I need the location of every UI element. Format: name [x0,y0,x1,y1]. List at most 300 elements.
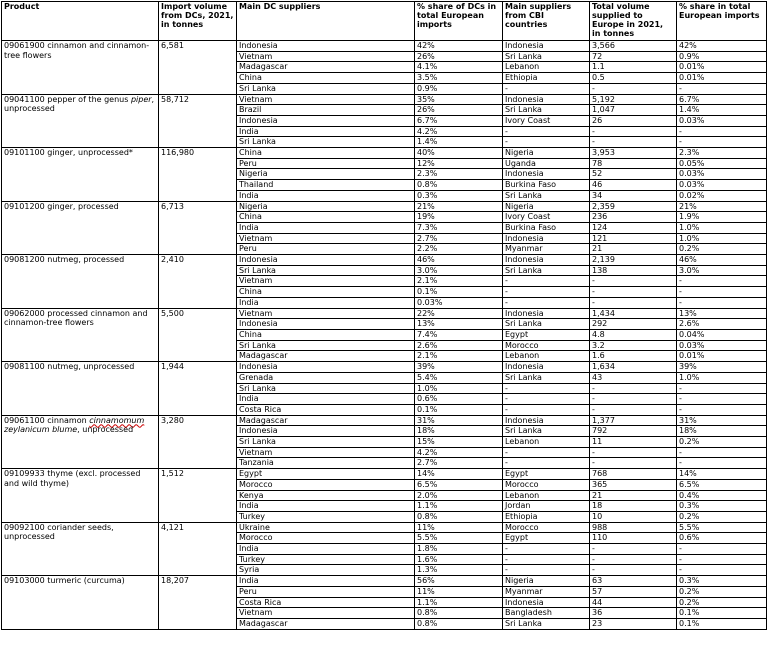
total-volume-cell: - [590,137,677,148]
total-volume-cell: 3,566 [590,41,677,52]
cbi-supplier-cell: Myanmar [503,586,590,597]
share-cell: 1.0% [677,222,767,233]
dc-share-cell: 0.8% [415,618,503,629]
dc-share-cell: 1.3% [415,565,503,576]
total-volume-cell: 11 [590,437,677,448]
dc-share-cell: 46% [415,255,503,266]
share-cell: 14% [677,469,767,480]
dc-share-cell: 42% [415,41,503,52]
dc-share-cell: 56% [415,576,503,587]
dc-share-cell: 11% [415,522,503,533]
total-volume-cell: - [590,544,677,555]
cbi-supplier-cell: Ethiopia [503,73,590,84]
total-volume-cell: - [590,404,677,415]
dc-share-cell: 40% [415,148,503,159]
dc-share-cell: 15% [415,437,503,448]
total-volume-cell: 292 [590,319,677,330]
dc-share-cell: 0.03% [415,297,503,308]
total-volume-cell: 2,139 [590,255,677,266]
dc-share-cell: 2.1% [415,351,503,362]
cbi-supplier-cell: - [503,554,590,565]
dc-share-cell: 0.8% [415,608,503,619]
cbi-supplier-cell: Sri Lanka [503,319,590,330]
share-cell: 3.0% [677,265,767,276]
cbi-supplier-cell: Egypt [503,469,590,480]
cbi-supplier-cell: Lebanon [503,351,590,362]
cbi-supplier-cell: Indonesia [503,233,590,244]
cbi-supplier-cell: Nigeria [503,576,590,587]
product-text: 09061100 cinnamon [4,415,90,425]
dc-supplier-cell: Nigeria [237,169,415,180]
total-volume-cell: 792 [590,426,677,437]
dc-supplier-cell: Syria [237,565,415,576]
dc-share-cell: 4.2% [415,447,503,458]
cbi-supplier-cell: Indonesia [503,415,590,426]
dc-supplier-cell: Peru [237,244,415,255]
product-text: , unprocessed [77,425,134,435]
header-dc-share: % share of DCs in total European imports [415,2,503,41]
total-volume-cell: - [590,394,677,405]
dc-supplier-cell: Indonesia [237,426,415,437]
cbi-supplier-cell: - [503,394,590,405]
product-cell [2,362,159,416]
dc-share-cell: 1.8% [415,544,503,555]
dc-supplier-cell: India [237,126,415,137]
dc-supplier-cell: Egypt [237,469,415,480]
total-volume-cell: 34 [590,190,677,201]
share-cell: 0.4% [677,490,767,501]
cbi-supplier-cell: Indonesia [503,308,590,319]
cbi-supplier-cell: Uganda [503,158,590,169]
total-volume-cell: 63 [590,576,677,587]
total-volume-cell: 365 [590,479,677,490]
cbi-supplier-cell: Sri Lanka [503,372,590,383]
product-text: 09103000 turmeric (curcuma) [4,576,125,586]
product-text: piper [130,94,152,104]
product-cell [2,201,159,255]
dc-share-cell: 0.1% [415,404,503,415]
total-volume-cell: 23 [590,618,677,629]
dc-share-cell: 0.9% [415,83,503,94]
dc-share-cell: 3.5% [415,73,503,84]
total-volume-cell: - [590,126,677,137]
cbi-supplier-cell: - [503,137,590,148]
cbi-supplier-cell: - [503,297,590,308]
cbi-supplier-cell: - [503,544,590,555]
product-text: 09109933 thyme (excl. processed and wild thyme) [4,469,141,488]
header-import-volume: Import volume from DCs, 2021, in tonnes [159,2,237,41]
dc-supplier-cell: India [237,297,415,308]
dc-share-cell: 26% [415,105,503,116]
table-row [2,522,767,533]
dc-share-cell: 1.1% [415,501,503,512]
import-volume-cell: 4,121 [159,522,237,576]
total-volume-cell: 124 [590,222,677,233]
share-cell: - [677,383,767,394]
share-cell: 0.03% [677,180,767,191]
cbi-supplier-cell: Indonesia [503,597,590,608]
share-cell: - [677,458,767,469]
cbi-supplier-cell: - [503,458,590,469]
header-share-total: % share in total European imports [677,2,767,41]
cbi-supplier-cell: Ivory Coast [503,115,590,126]
product-text: 09101200 ginger, processed [4,201,119,211]
product-cell [2,255,159,309]
dc-supplier-cell: Tanzania [237,458,415,469]
share-cell: - [677,394,767,405]
cbi-supplier-cell: Indonesia [503,255,590,266]
share-cell: - [677,554,767,565]
import-volume-cell: 1,944 [159,362,237,416]
dc-supplier-cell: Costa Rica [237,597,415,608]
dc-share-cell: 11% [415,586,503,597]
dc-supplier-cell: India [237,576,415,587]
dc-supplier-cell: Sri Lanka [237,437,415,448]
total-volume-cell: 3,953 [590,148,677,159]
cbi-supplier-cell: - [503,565,590,576]
import-volume-cell: 6,581 [159,41,237,95]
share-cell: 0.03% [677,115,767,126]
dc-share-cell: 6.5% [415,479,503,490]
cbi-supplier-cell: - [503,447,590,458]
dc-supplier-cell: Sri Lanka [237,340,415,351]
total-volume-cell: - [590,383,677,394]
product-text: 09092100 coriander seeds, unprocessed [4,522,114,542]
table-row [2,148,767,159]
dc-supplier-cell: Indonesia [237,41,415,52]
cbi-supplier-cell: Sri Lanka [503,265,590,276]
cbi-supplier-cell: Egypt [503,533,590,544]
dc-supplier-cell: Peru [237,586,415,597]
total-volume-cell: 3.2 [590,340,677,351]
product-text: 09061900 cinnamon and cinnamon-tree flowers [4,41,150,60]
dc-share-cell: 2.1% [415,276,503,287]
cbi-supplier-cell: Ivory Coast [503,212,590,223]
dc-share-cell: 2.7% [415,233,503,244]
header-total-volume: Total volume supplied to Europe in 2021, in tonnes [590,2,677,41]
cbi-supplier-cell: Nigeria [503,201,590,212]
dc-share-cell: 4.1% [415,62,503,73]
cbi-supplier-cell: - [503,383,590,394]
dc-supplier-cell: Sri Lanka [237,83,415,94]
dc-supplier-cell: India [237,190,415,201]
dc-share-cell: 2.7% [415,458,503,469]
dc-supplier-cell: Madagascar [237,62,415,73]
cbi-supplier-cell: Sri Lanka [503,618,590,629]
dc-supplier-cell: Morocco [237,533,415,544]
dc-supplier-cell: Brazil [237,105,415,116]
cbi-supplier-cell: Nigeria [503,148,590,159]
share-cell: 13% [677,308,767,319]
share-cell: - [677,287,767,298]
total-volume-cell: 26 [590,115,677,126]
dc-supplier-cell: Madagascar [237,618,415,629]
cbi-supplier-cell: Burkina Faso [503,180,590,191]
dc-supplier-cell: Sri Lanka [237,265,415,276]
share-cell: - [677,565,767,576]
share-cell: 0.1% [677,618,767,629]
total-volume-cell: 4.8 [590,329,677,340]
cbi-supplier-cell: Lebanon [503,62,590,73]
share-cell: 0.2% [677,244,767,255]
product-cell [2,469,159,523]
dc-share-cell: 7.4% [415,329,503,340]
share-cell: 0.3% [677,576,767,587]
share-cell: 0.05% [677,158,767,169]
cbi-supplier-cell: - [503,404,590,415]
share-cell: 1.0% [677,233,767,244]
dc-share-cell: 2.6% [415,340,503,351]
total-volume-cell: 36 [590,608,677,619]
share-cell: 39% [677,362,767,373]
total-volume-cell: 43 [590,372,677,383]
total-volume-cell: 72 [590,51,677,62]
share-cell: - [677,447,767,458]
total-volume-cell: - [590,447,677,458]
dc-supplier-cell: Kenya [237,490,415,501]
dc-supplier-cell: Vietnam [237,308,415,319]
dc-share-cell: 21% [415,201,503,212]
dc-supplier-cell: Thailand [237,180,415,191]
table-row [2,255,767,266]
dc-share-cell: 2.3% [415,169,503,180]
table-row [2,308,767,319]
table-row [2,576,767,587]
dc-supplier-cell: Indonesia [237,115,415,126]
share-cell: - [677,83,767,94]
cbi-supplier-cell: Indonesia [503,41,590,52]
import-volume-cell: 1,512 [159,469,237,523]
product-cell [2,308,159,362]
spice-imports-table [1,1,767,630]
dc-supplier-cell: Vietnam [237,447,415,458]
cbi-supplier-cell: Sri Lanka [503,190,590,201]
import-volume-cell: 116,980 [159,148,237,202]
product-text: 09041100 pepper of the genus [4,94,131,104]
cbi-supplier-cell: Morocco [503,340,590,351]
dc-supplier-cell: Vietnam [237,94,415,105]
cbi-supplier-cell: - [503,83,590,94]
dc-supplier-cell: Grenada [237,372,415,383]
total-volume-cell: - [590,83,677,94]
share-cell: 18% [677,426,767,437]
import-volume-cell: 18,207 [159,576,237,630]
dc-share-cell: 1.1% [415,597,503,608]
total-volume-cell: 44 [590,597,677,608]
cbi-supplier-cell: Burkina Faso [503,222,590,233]
product-cell [2,94,159,148]
dc-supplier-cell: Indonesia [237,255,415,266]
dc-supplier-cell: India [237,222,415,233]
share-cell: 5.5% [677,522,767,533]
dc-supplier-cell: Madagascar [237,351,415,362]
share-cell: 0.6% [677,533,767,544]
dc-share-cell: 18% [415,426,503,437]
dc-share-cell: 1.6% [415,554,503,565]
dc-supplier-cell: Sri Lanka [237,383,415,394]
dc-supplier-cell: Vietnam [237,233,415,244]
share-cell: 0.01% [677,62,767,73]
cbi-supplier-cell: Jordan [503,501,590,512]
total-volume-cell: 988 [590,522,677,533]
dc-supplier-cell: Turkey [237,554,415,565]
dc-share-cell: 5.4% [415,372,503,383]
total-volume-cell: - [590,458,677,469]
dc-supplier-cell: Indonesia [237,319,415,330]
total-volume-cell: 52 [590,169,677,180]
dc-supplier-cell: China [237,73,415,84]
product-cell [2,41,159,95]
import-volume-cell: 5,500 [159,308,237,362]
cbi-supplier-cell: Sri Lanka [503,51,590,62]
header-cbi-suppliers: Main suppliers from CBI countries [503,2,590,41]
dc-supplier-cell: Ukraine [237,522,415,533]
total-volume-cell: - [590,554,677,565]
table-row [2,201,767,212]
header-main-dc-suppliers: Main DC suppliers [237,2,415,41]
cbi-supplier-cell: Indonesia [503,169,590,180]
share-cell: 0.3% [677,501,767,512]
dc-supplier-cell: China [237,212,415,223]
total-volume-cell: 18 [590,501,677,512]
share-cell: 2.6% [677,319,767,330]
cbi-supplier-cell: Indonesia [503,362,590,373]
dc-supplier-cell: Vietnam [237,608,415,619]
share-cell: 0.2% [677,586,767,597]
share-cell: 1.4% [677,105,767,116]
dc-share-cell: 0.8% [415,180,503,191]
header-row [2,2,767,41]
dc-supplier-cell: Peru [237,158,415,169]
share-cell: 0.01% [677,73,767,84]
cbi-supplier-cell: Egypt [503,329,590,340]
dc-share-cell: 2.0% [415,490,503,501]
total-volume-cell: 236 [590,212,677,223]
dc-share-cell: 0.6% [415,394,503,405]
total-volume-cell: 21 [590,490,677,501]
cbi-supplier-cell: Myanmar [503,244,590,255]
import-volume-cell: 3,280 [159,415,237,469]
share-cell: 1.9% [677,212,767,223]
total-volume-cell: 1,047 [590,105,677,116]
product-cell [2,522,159,576]
dc-share-cell: 39% [415,362,503,373]
dc-supplier-cell: China [237,329,415,340]
header-product: Product [2,2,159,41]
dc-share-cell: 13% [415,319,503,330]
total-volume-cell: 138 [590,265,677,276]
total-volume-cell: 2,359 [590,201,677,212]
share-cell: 0.01% [677,351,767,362]
share-cell: 6.7% [677,94,767,105]
total-volume-cell: 768 [590,469,677,480]
cbi-supplier-cell: - [503,287,590,298]
dc-supplier-cell: China [237,287,415,298]
share-cell: 0.2% [677,597,767,608]
dc-share-cell: 6.7% [415,115,503,126]
total-volume-cell: 10 [590,511,677,522]
share-cell: 0.2% [677,437,767,448]
product-text: 09062000 processed cinnamon and cinnamon-tree flowers [4,308,148,328]
share-cell: - [677,276,767,287]
dc-share-cell: 1.4% [415,137,503,148]
table-row [2,362,767,373]
dc-supplier-cell: Nigeria [237,201,415,212]
total-volume-cell: 46 [590,180,677,191]
dc-supplier-cell: Madagascar [237,415,415,426]
dc-share-cell: 14% [415,469,503,480]
share-cell: 0.03% [677,169,767,180]
dc-supplier-cell: Vietnam [237,51,415,62]
dc-supplier-cell: Morocco [237,479,415,490]
cbi-supplier-cell: Sri Lanka [503,426,590,437]
total-volume-cell: 21 [590,244,677,255]
share-cell: 0.04% [677,329,767,340]
dc-share-cell: 19% [415,212,503,223]
dc-supplier-cell: India [237,544,415,555]
share-cell: - [677,126,767,137]
import-volume-cell: 2,410 [159,255,237,309]
product-text: 09081200 nutmeg, processed [4,255,125,265]
dc-supplier-cell: India [237,394,415,405]
cbi-supplier-cell: Bangladesh [503,608,590,619]
product-cell [2,415,159,469]
total-volume-cell: 78 [590,158,677,169]
product-text: 09101100 ginger, unprocessed* [4,148,133,158]
product-text: zeylanicum blume [4,425,78,435]
dc-share-cell: 0.1% [415,287,503,298]
dc-supplier-cell: China [237,148,415,159]
dc-share-cell: 22% [415,308,503,319]
dc-share-cell: 7.3% [415,222,503,233]
dc-share-cell: 4.2% [415,126,503,137]
dc-supplier-cell: Indonesia [237,362,415,373]
cbi-supplier-cell: - [503,126,590,137]
product-cell [2,576,159,630]
share-cell: - [677,404,767,415]
dc-share-cell: 35% [415,94,503,105]
cbi-supplier-cell: Morocco [503,522,590,533]
product-text: cinnamomum [89,415,145,425]
cbi-supplier-cell: Lebanon [503,490,590,501]
total-volume-cell: - [590,276,677,287]
share-cell: 0.9% [677,51,767,62]
table-row [2,415,767,426]
table-row [2,41,767,52]
dc-share-cell: 31% [415,415,503,426]
table-row [2,94,767,105]
total-volume-cell: - [590,297,677,308]
cbi-supplier-cell: Morocco [503,479,590,490]
total-volume-cell: 110 [590,533,677,544]
product-text: 09081100 nutmeg, unprocessed [4,362,135,372]
import-volume-cell: 58,712 [159,94,237,148]
total-volume-cell: 57 [590,586,677,597]
share-cell: 1.0% [677,372,767,383]
dc-share-cell: 2.2% [415,244,503,255]
dc-share-cell: 26% [415,51,503,62]
import-volume-cell: 6,713 [159,201,237,255]
total-volume-cell: 1,377 [590,415,677,426]
total-volume-cell: - [590,565,677,576]
cbi-supplier-cell: Lebanon [503,437,590,448]
total-volume-cell: 0.5 [590,73,677,84]
total-volume-cell: 1,634 [590,362,677,373]
share-cell: 0.1% [677,608,767,619]
share-cell: 46% [677,255,767,266]
share-cell: 31% [677,415,767,426]
total-volume-cell: 1,434 [590,308,677,319]
